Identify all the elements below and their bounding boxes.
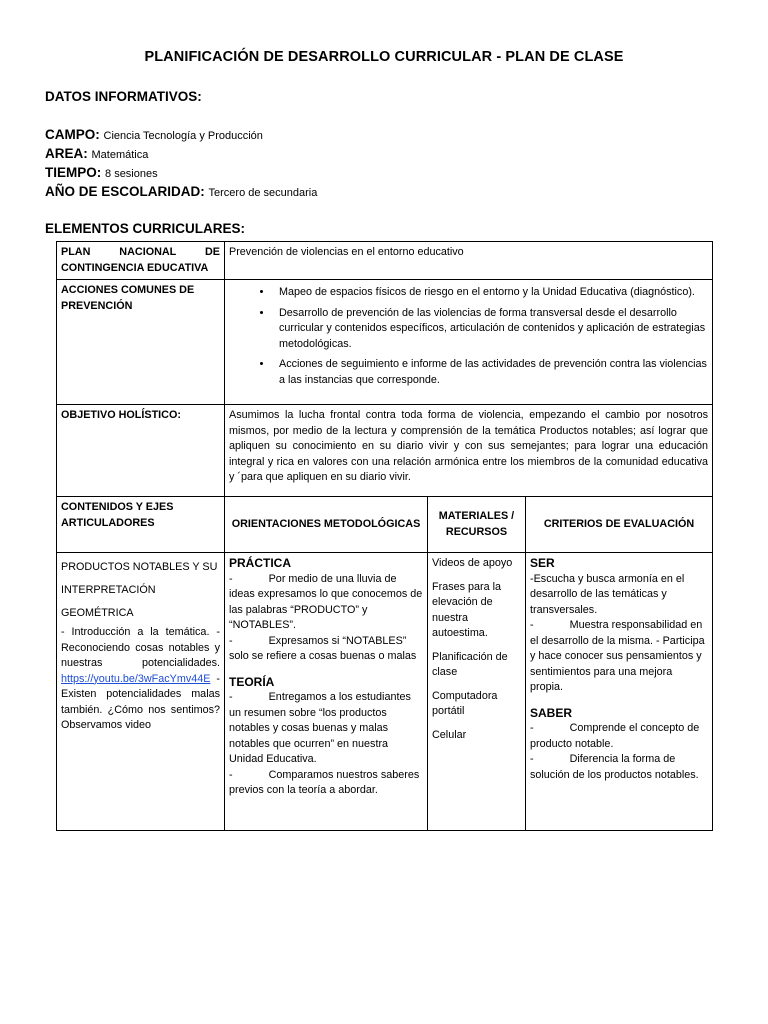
plan-value: Prevención de violencias en el entorno educativo xyxy=(225,242,713,280)
list-item: • Desarrollo de prevención de las violencias de forma transversal desde el desarrollo curricular y contenidos específicos, articulación de contenidos y aplicación de estrategias metodológicas. xyxy=(273,306,708,353)
practica-title: PRÁCTICA xyxy=(229,556,291,570)
tiempo-label: TIEMPO: xyxy=(45,165,102,180)
curricular-table xyxy=(56,241,713,831)
header-contenidos: CONTENIDOS Y EJES ARTICULADORES xyxy=(57,497,225,553)
teoria-item-text: Entregamos a los estudiantes un resumen sobre “los productos notables y cosas buenas y malas notables que ocurren” en nuestra Unidad Educativa. xyxy=(229,691,411,765)
acciones-label: ACCIONES COMUNES DE PREVENCIÓN xyxy=(57,280,225,405)
teoria-item: - Entregamos a los estudiantes un resumen sobre “los productos notables y cosas buenas y malas notables que ocurren” en nuestra Unidad Educativa. xyxy=(229,691,411,765)
contenidos-line: GEOMÉTRICA xyxy=(61,607,134,619)
saber-title: SABER xyxy=(530,705,573,720)
anio-value: Tercero de secundaria xyxy=(208,187,318,199)
tiempo-row xyxy=(45,165,158,180)
page-title: PLANIFICACIÓN DE DESARROLLO CURRICULAR - PLAN DE CLASE xyxy=(144,49,624,65)
material-item: Celular xyxy=(432,728,467,741)
practica-item-text: Expresamos si “NOTABLES” solo se refiere a cosas buenas o malas xyxy=(229,634,417,662)
campo-label: CAMPO: xyxy=(45,127,100,142)
content-row xyxy=(57,553,713,831)
saber-item: - Diferencia la forma de solución de los productos notables. xyxy=(530,753,699,781)
acciones-row xyxy=(57,280,713,405)
ser-title: SER xyxy=(530,556,555,570)
plan-row xyxy=(57,242,713,280)
saber-item-text: Diferencia la forma de solución de los productos notables. xyxy=(530,753,699,781)
ser-text-2: - Muestra responsabilidad en el desarrollo de la misma. - Participa y hace conocer sus pensamientos y sentimientos para una mejora propia. xyxy=(530,619,705,693)
contenidos-text-after: - Existen potencialidades malas también. ¿Cómo nos sentimos? Observamos video xyxy=(61,672,220,731)
contenidos-description xyxy=(61,625,220,734)
plan-label: PLAN NACIONAL DE CONTINGENCIA EDUCATIVA xyxy=(57,242,225,280)
ser-text-2-content: Muestra responsabilidad en el desarrollo de la misma. - Participa y hace conocer sus pensamientos y sentimientos para una mejora propia. xyxy=(530,619,705,693)
header-materiales: MATERIALES / RECURSOS xyxy=(428,497,526,553)
objetivo-row xyxy=(57,405,713,497)
teoria-item-text: Comparamos nuestros saberes previos con la teoría a abordar. xyxy=(229,768,420,796)
material-item: Videos de apoyo xyxy=(432,557,513,569)
objetivo-value: Asumimos la lucha frontal contra toda forma de violencia, empezando el cambio por nosotros mismos, por medio de la lectura y comprensión de la temática Productos notables; así lograr que apliquen su conocimiento en su diario vivir y con sus semejantes; para lograr una educación integral y rica en valores con una relación armónica entre los miembros de la comunidad educativa y ´para que apliquen en su diario vivir. xyxy=(225,405,713,497)
objetivo-label: OBJETIVO HOLÍSTICO: xyxy=(57,405,225,497)
material-item: Computadora portátil xyxy=(432,689,498,717)
practica-item: - Expresamos si “NOTABLES” solo se refiere a cosas buenas o malas xyxy=(229,634,417,662)
material-item: Frases para la elevación de nuestra autoestima. xyxy=(432,580,502,639)
ser-text: -Escucha y busca armonía en el desarrollo de las temáticas y transversales. xyxy=(530,572,685,616)
contenidos-text: - Introducción a la temática. - Reconociendo cosas notables y nuestras potencialidades. xyxy=(61,626,220,669)
contenidos-line: PRODUCTOS NOTABLES Y SU xyxy=(61,561,218,573)
orientaciones-cell xyxy=(225,553,428,831)
contenidos-cell xyxy=(57,553,225,831)
area-value: Matemática xyxy=(91,149,149,161)
practica-item: - Por medio de una lluvia de ideas expresamos lo que conocemos de las palabras “PRODUCTO” y “NOTABLES”. xyxy=(229,572,423,631)
teoria-title: TEORÍA xyxy=(229,674,275,689)
elementos-curriculares-heading: ELEMENTOS CURRICULARES: xyxy=(45,221,246,236)
column-headers-row xyxy=(57,497,713,553)
anio-label: AÑO DE ESCOLARIDAD: xyxy=(45,184,205,199)
contenidos-title xyxy=(61,556,220,625)
header-orientaciones: ORIENTACIONES METODOLÓGICAS xyxy=(225,497,428,553)
tiempo-value: 8 sesiones xyxy=(105,168,158,180)
datos-informativos-heading: DATOS INFORMATIVOS: xyxy=(45,89,202,104)
acciones-list xyxy=(229,285,708,388)
practica-item-text: Por medio de una lluvia de ideas expresamos lo que conocemos de las palabras “PRODUCTO” y “NOTABLES”. xyxy=(229,572,423,631)
acciones-cell xyxy=(225,280,713,405)
teoria-item: - Comparamos nuestros saberes previos con la teoría a abordar. xyxy=(229,768,420,796)
materiales-cell xyxy=(428,553,526,831)
saber-item: - Comprende el concepto de producto notable. xyxy=(530,722,700,750)
material-item: Planificación de clase xyxy=(432,650,508,678)
header-criterios: CRITERIOS DE EVALUACIÓN xyxy=(526,497,713,553)
youtube-video-link[interactable]: https://youtu.be/3wFacYmv44E xyxy=(61,672,211,685)
list-item: • Mapeo de espacios físicos de riesgo en el entorno y la Unidad Educativa (diagnóstico). xyxy=(273,285,708,301)
area-label: AREA: xyxy=(45,146,88,161)
anio-row xyxy=(45,184,317,199)
area-row xyxy=(45,146,148,161)
campo-row xyxy=(45,127,263,142)
saber-item-text: Comprende el concepto de producto notable. xyxy=(530,722,700,750)
criterios-cell xyxy=(526,553,713,831)
list-item: • Acciones de seguimiento e informe de las actividades de prevención contra las violencias a las instancias que corresponde. xyxy=(273,357,708,388)
contenidos-line: INTERPRETACIÓN xyxy=(61,584,156,596)
campo-value: Ciencia Tecnología y Producción xyxy=(103,130,263,142)
